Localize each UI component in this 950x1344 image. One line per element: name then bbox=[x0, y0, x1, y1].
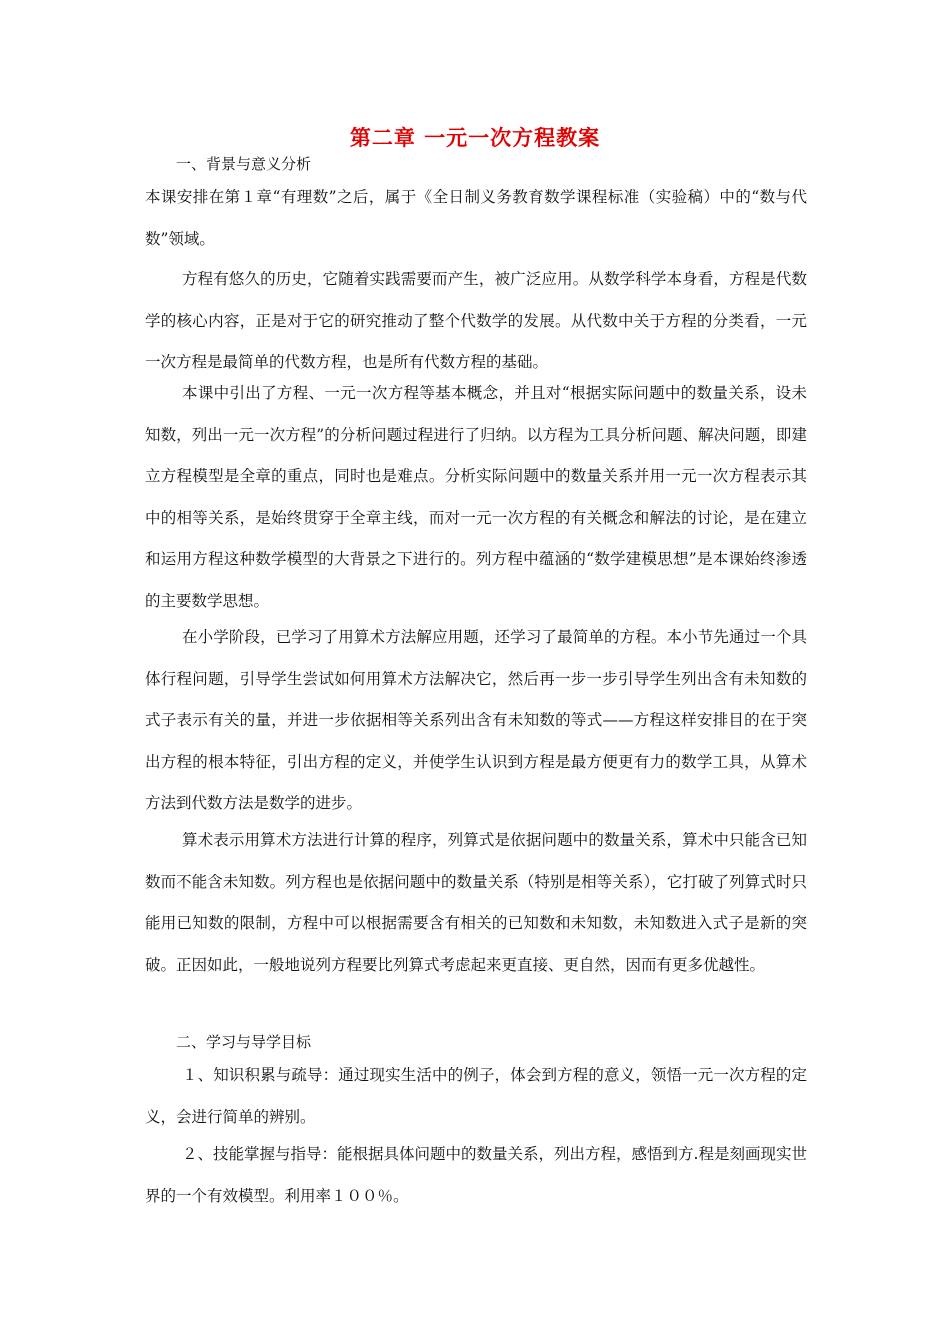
paragraph-concepts: 本课中引出了方程、一元一次方程等基本概念，并且对“根据实际问题中的数量关系，设未知数，列出一元一次方程”的分析问题过程进行了归纳。以方程为工具分析问题、解决问题，即建立方程模型是全章的重点，同时也是难点。分析实际问题中的数量关系并用一元一次方程表示其中的相等关系，是始终贯穿于全章主线，而对一元一次方程的有关概念和解法的讨论，是在建立和运用方程这种数学模型的大背景之下进行的。列方程中蕴涵的“数学建模思想”是本课始终渗透的主要数学思想。 bbox=[145, 384, 807, 610]
goal-knowledge: １、知识积累与疏导：通过现实生活中的例子，体会到方程的意义，领悟一元一次方程的定义，会进行简单的辨别。 bbox=[145, 1066, 807, 1126]
section-heading-background: 一、背景与意义分析 bbox=[176, 155, 312, 173]
section-heading-goals: 二、学习与导学目标 bbox=[176, 1033, 312, 1051]
goal-skills: ２、技能掌握与指导：能根据具体问题中的数量关系，列出方程，感悟到方.程是刻画现实世界的一个有效模型。利用率１００％。 bbox=[145, 1145, 807, 1205]
paragraph-primary-school: 在小学阶段，已学习了用算术方法解应用题，还学习了最简单的方程。本小节先通过一个具体行程问题，引导学生尝试如何用算术方法解决它，然后再一步一步引导学生列出含有未知数的式子表示有关的量，并进一步依据相等关系列出含有未知数的等式——方程这样安排目的在于突出方程的根本特征，引出方程的定义，并使学生认识到方程是最方便更有力的数学工具，从算术方法到代数方法是数学的进步。 bbox=[145, 628, 807, 812]
paragraph-history: 方程有悠久的历史，它随着实践需要而产生，被广泛应用。从数学科学本身看，方程是代数学的核心内容，正是对于它的研究推动了整个代数学的发展。从代数中关于方程的分类看，一元一次方程是最简单的代数方程，也是所有代数方程的基础。 bbox=[145, 270, 807, 371]
paragraph-placement: 本课安排在第１章“有理数”之后，属于《全日制义务教育数学课程标准（实验稿）中的“数与代数”领域。 bbox=[145, 188, 807, 248]
document-title: 第二章 一元一次方程教案 bbox=[349, 126, 601, 150]
paragraph-arithmetic: 算术表示用算术方法进行计算的程序，列算式是依据问题中的数量关系，算术中只能含已知数而不能含未知数。列方程也是依据问题中的数量关系（特别是相等关系），它打破了列算式时只能用已知数的限制，方程中可以根据需要含有相关的已知数和未知数，未知数进入式子是新的突破。正因如此，一般地说列方程要比列算式考虑起来更直接、更自然，因而有更多优越性。 bbox=[145, 831, 807, 974]
